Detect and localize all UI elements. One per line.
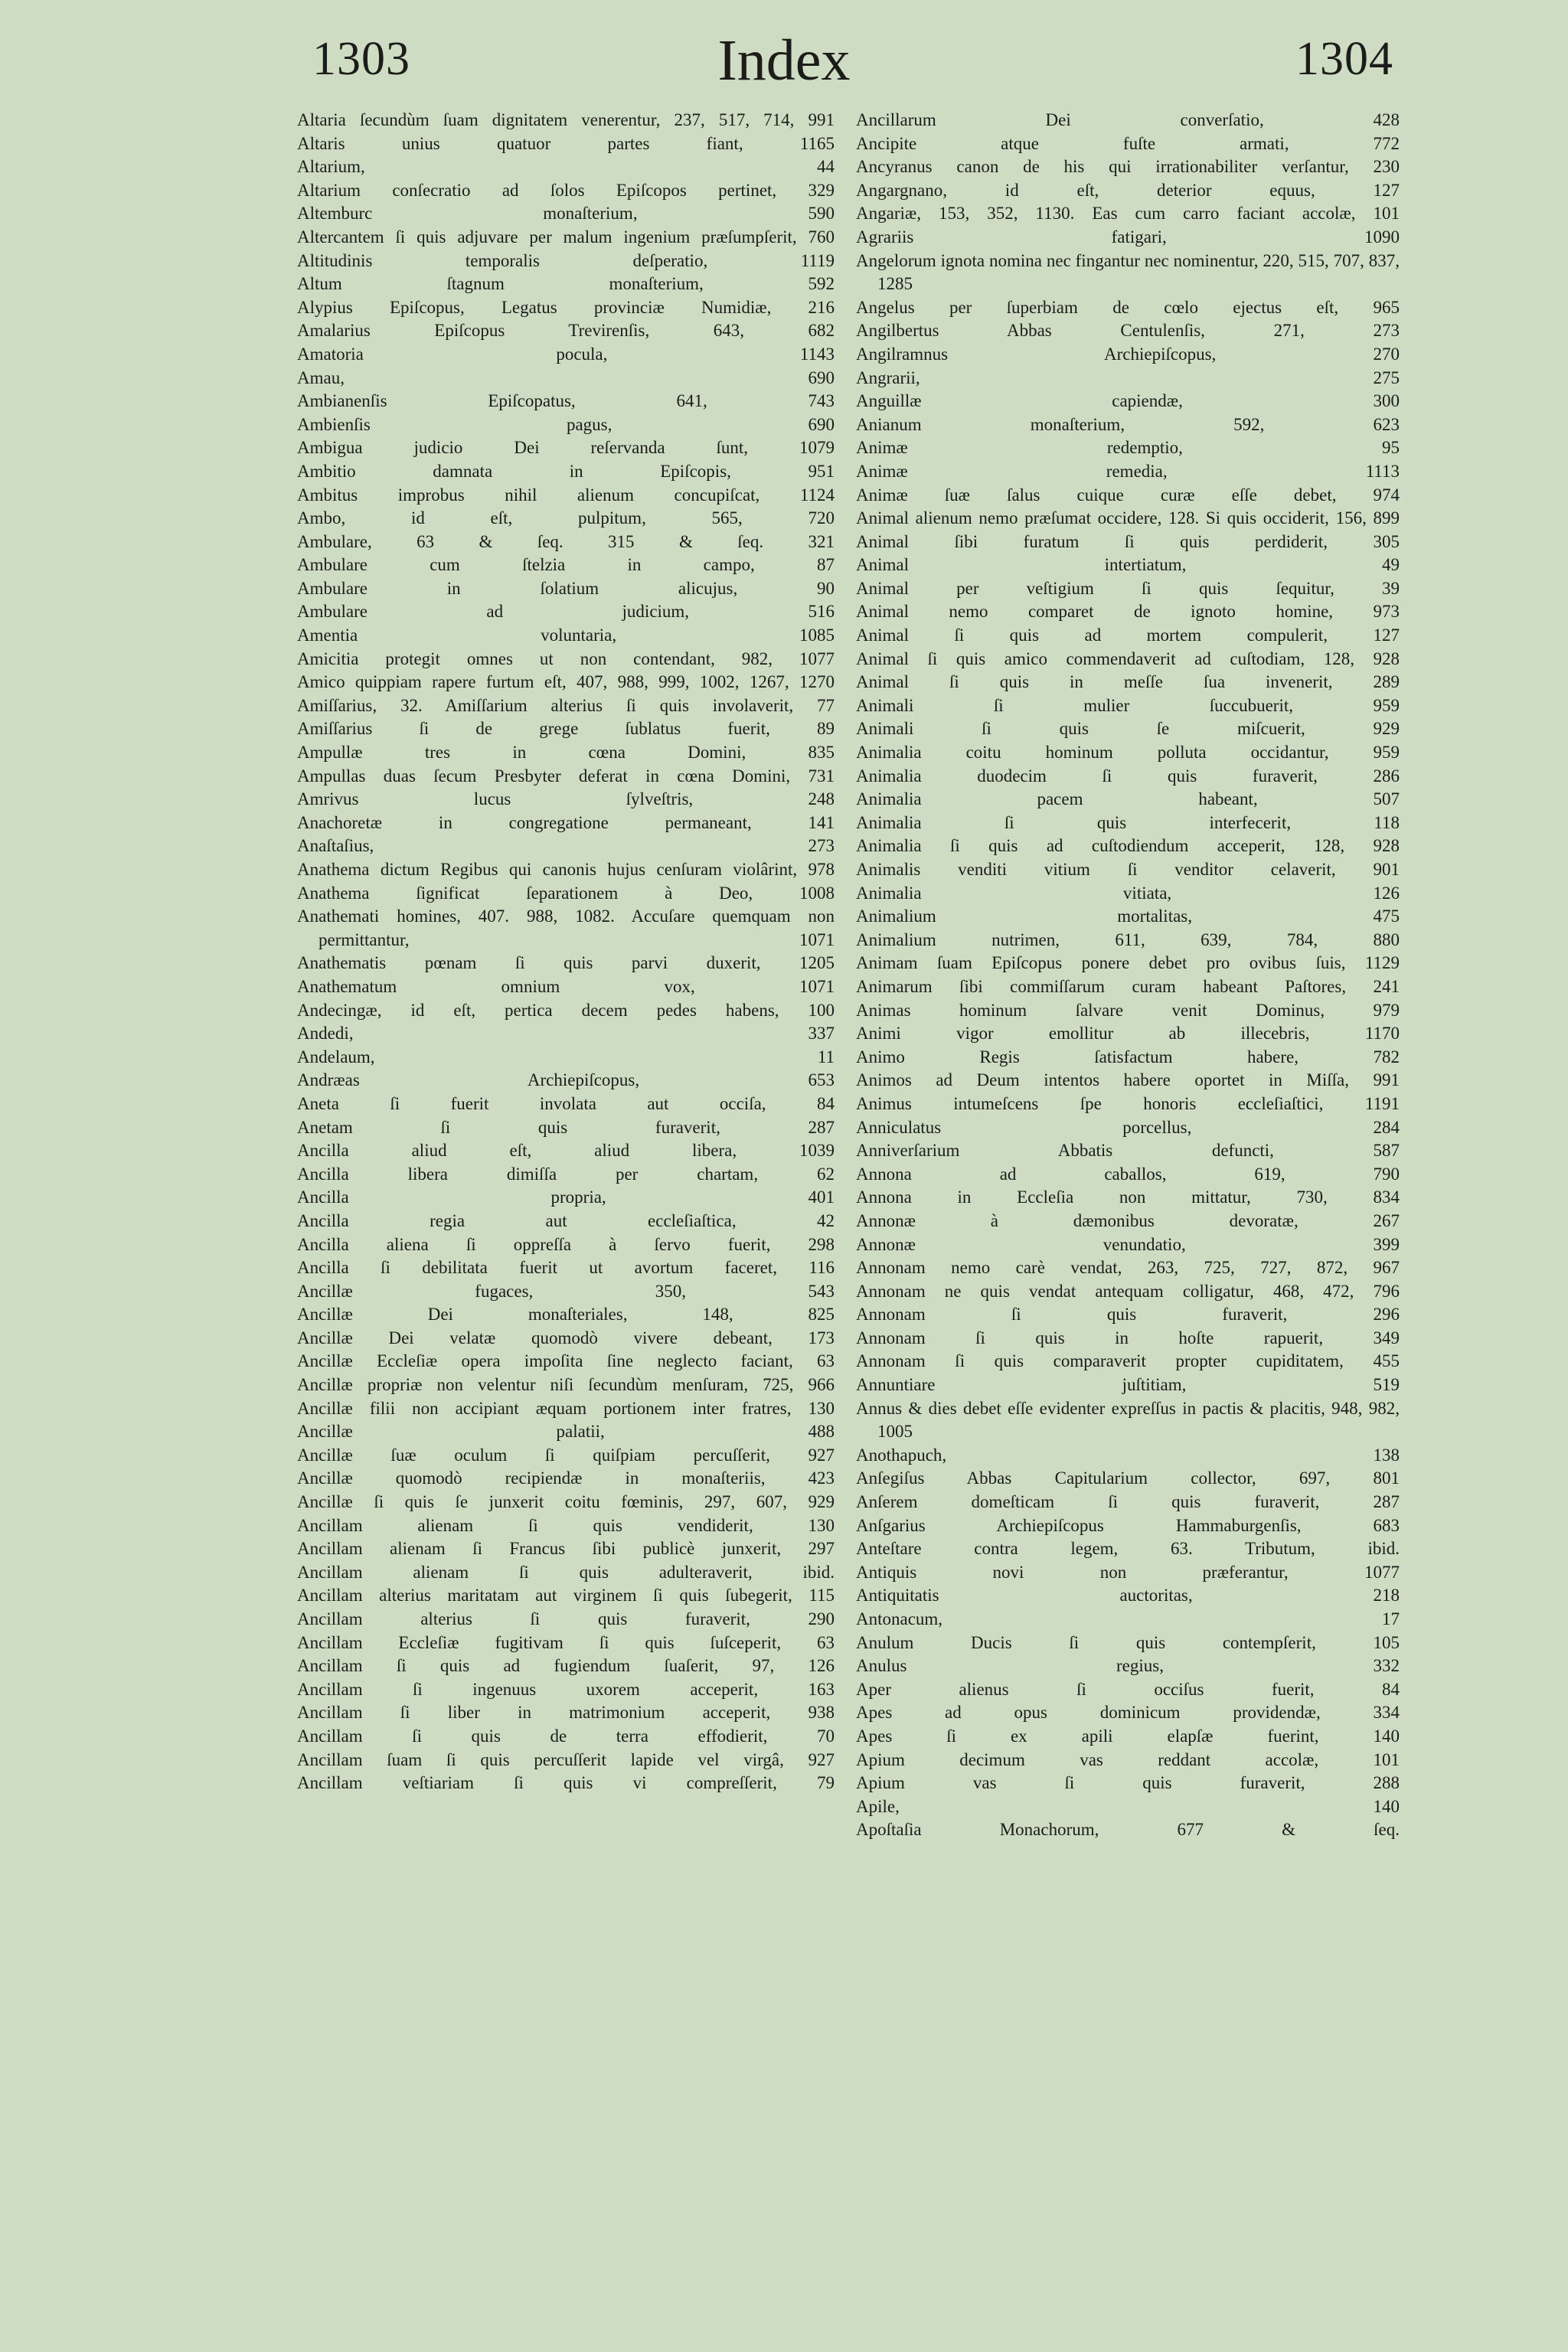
index-entry: Antiquis novi non præferantur, 1077 <box>856 1562 1400 1582</box>
index-entry: Animalia vitiata, 126 <box>856 883 1400 903</box>
index-entry: Ancipite atque fuſte armati, 772 <box>856 133 1400 153</box>
index-entry: Apium decimum vas reddant accolæ, 101 <box>856 1749 1400 1769</box>
index-entry: Amicitia protegit omnes ut non contendant, 982, 1077 <box>297 648 835 668</box>
index-entry: Animalia ſi quis ad cuſtodiendum acceperit, 128, 928 <box>856 836 1400 856</box>
index-entry: Amrivus lucus ſylveſtris, 248 <box>297 789 835 809</box>
index-entry: Animalia ſi quis interfecerit, 118 <box>856 812 1400 832</box>
index-entry: Andelaum, 11 <box>297 1047 835 1067</box>
index-entry: Ambo, id eſt, pulpitum, 565, 720 <box>297 508 835 528</box>
index-entry: Anothapuch, 138 <box>856 1445 1400 1465</box>
index-entry: Ancilla aliud eſt, aliud libera, 1039 <box>297 1141 835 1161</box>
index-entry: Annuntiare juſtitiam, 519 <box>856 1375 1400 1395</box>
index-entry: Ancilla libera dimiſſa per chartam, 62 <box>297 1164 835 1184</box>
index-entry: Angilramnus Archiepiſcopus, 270 <box>856 344 1400 364</box>
index-entry: Annonam nemo carè vendat, 263, 725, 727, 872, 967 <box>856 1258 1400 1278</box>
index-entry: Ancillæ quomodò recipiendæ in monaſteriis, 423 <box>297 1468 835 1488</box>
index-entry: Ancillam alienam ſi quis adulteraverit, ibid. <box>297 1562 835 1582</box>
index-entry: Annonam ſi quis in hoſte rapuerit, 349 <box>856 1328 1400 1348</box>
index-entry: Antonacum, 17 <box>856 1609 1400 1628</box>
index-entry: Altaria ſecundùm ſuam dignitatem venerentur, 237, 517, 714, 991 <box>297 110 835 129</box>
index-entry: Anſerem domeſticam ſi quis furaverit, 287 <box>856 1492 1400 1512</box>
index-entry: Altaris unius quatuor partes fiant, 1165 <box>297 133 835 153</box>
index-column-left <box>297 109 835 1795</box>
index-entry: Anathematum omnium vox, 1071 <box>297 976 835 996</box>
index-entry: Animæ ſuæ ſalus cuique curæ eſſe debet, 974 <box>856 485 1400 505</box>
index-entry: Annonam ſi quis comparaverit propter cupiditatem, 455 <box>856 1351 1400 1371</box>
index-entry: Ancillam alienam ſi Francus ſibi publicè junxerit, 297 <box>297 1539 835 1559</box>
index-entry: Apes ad opus dominicum providendæ, 334 <box>856 1703 1400 1723</box>
index-entry: Annonam ne quis vendat antequam colligatur, 468, 472, 796 <box>856 1281 1400 1301</box>
index-entry: Animal ſibi furatum ſi quis perdiderit, 305 <box>856 531 1400 551</box>
index-entry: Animæ remedia, 1113 <box>856 461 1400 481</box>
index-entry: Anniculatus porcellus, 284 <box>856 1117 1400 1137</box>
index-entry: Ancyranus canon de his qui irrationabiliter verſantur, 230 <box>856 157 1400 177</box>
index-entry: Animal ſi quis ad mortem compulerit, 127 <box>856 626 1400 645</box>
index-entry: Animæ redemptio, 95 <box>856 438 1400 458</box>
index-entry: Altum ſtagnum monaſterium, 592 <box>297 274 835 294</box>
index-column-right <box>856 109 1400 1842</box>
index-entry: Alypius Epiſcopus, Legatus provinciæ Numidiæ, 216 <box>297 297 835 317</box>
index-entry: Ambianenſis Epiſcopatus, 641, 743 <box>297 391 835 411</box>
index-entry: Anachoretæ in congregatione permaneant, 141 <box>297 812 835 832</box>
index-entry: Animali ſi mulier ſuccubuerit, 959 <box>856 695 1400 715</box>
index-entry: Ancillæ palatii, 488 <box>297 1422 835 1442</box>
index-entry: Anſgarius Archiepiſcopus Hammaburgenſis, 683 <box>856 1515 1400 1535</box>
index-entry: Ampullas duas ſecum Presbyter deferat in cœna Domini, 731 <box>297 766 835 786</box>
index-entry: Ambulare, 63 & ſeq. 315 & ſeq. 321 <box>297 531 835 551</box>
index-entry: Andedi, 337 <box>297 1024 835 1044</box>
index-entry: Ancillæ Dei monaſteriales, 148, 825 <box>297 1305 835 1325</box>
index-entry: Ampullæ tres in cœna Domini, 835 <box>297 743 835 763</box>
index-entry: Altarium, 44 <box>297 157 835 177</box>
index-entry: Ancillæ Dei velatæ quomodò vivere debeant, 173 <box>297 1328 835 1348</box>
index-entry: Ancillæ ſuæ oculum ſi quiſpiam percuſſerit, 927 <box>297 1445 835 1465</box>
index-entry: Ambigua judicio Dei reſervanda ſunt, 1079 <box>297 438 835 458</box>
index-entry: Animarum ſibi commiſſarum curam habeant Paſtores, 241 <box>856 976 1400 996</box>
index-entry: Ancilla ſi debilitata fuerit ut avortum faceret, 116 <box>297 1258 835 1278</box>
index-entry: Ambitio damnata in Epiſcopis, 951 <box>297 461 835 481</box>
index-entry: Amico quippiam rapere furtum eſt, 407, 988, 999, 1002, 1267, 1270 <box>297 672 835 692</box>
index-entry: Animos ad Deum intentos habere oportet in Miſſa, 991 <box>856 1070 1400 1090</box>
index-entry: Animal ſi quis in meſſe ſua invenerit, 289 <box>856 672 1400 692</box>
index-entry: Ancillam ſuam ſi quis percuſſerit lapide vel virgâ, 927 <box>297 1749 835 1769</box>
index-entry: Anulum Ducis ſi quis contempſerit, 105 <box>856 1632 1400 1652</box>
index-entry: Altemburc monaſterium, 590 <box>297 204 835 224</box>
index-entry: Angargnano, id eſt, deterior equus, 127 <box>856 180 1400 200</box>
index-entry: Annonæ venundatio, 399 <box>856 1234 1400 1254</box>
index-entry: Ancillam ſi quis ad fugiendum ſuaſerit, 97, 126 <box>297 1656 835 1676</box>
index-entry: Animalia duodecim ſi quis furaverit, 286 <box>856 766 1400 786</box>
index-entry: Andræas Archiepiſcopus, 653 <box>297 1070 835 1090</box>
index-entry: Annus & dies debet eſſe evidenter expreſſus in pactis & placitis, 948, 982, 1005 <box>856 1398 1400 1442</box>
index-entry: Anathematis pœnam ſi quis parvi duxerit, 1205 <box>297 953 835 973</box>
index-entry: Animalia pacem habeant, 507 <box>856 789 1400 809</box>
index-entry: Anetam ſi quis furaverit, 287 <box>297 1117 835 1137</box>
index-entry: Animal nemo comparet de ignoto homine, 973 <box>856 602 1400 622</box>
index-entry: Anathemati homines, 407. 988, 1082. Accuſare quemquam non permittantur, 1071 <box>297 906 835 949</box>
index-entry: Ambienſis pagus, 690 <box>297 414 835 434</box>
index-entry: Ancillam ſi ingenuus uxorem acceperit, 163 <box>297 1679 835 1699</box>
index-entry: Angrarii, 275 <box>856 368 1400 387</box>
index-entry: Animas hominum ſalvare venit Dominus, 979 <box>856 1000 1400 1020</box>
index-entry: Ambulare ad judicium, 516 <box>297 602 835 622</box>
right-page-number: 1304 <box>1295 33 1393 85</box>
index-entry: Ancillam ſi quis de terra effodierit, 70 <box>297 1726 835 1746</box>
index-entry: Annonæ à dæmonibus devoratæ, 267 <box>856 1210 1400 1230</box>
index-entry: Animal intertiatum, 49 <box>856 555 1400 575</box>
index-entry: Ancillam ſi liber in matrimonium acceperit, 938 <box>297 1703 835 1723</box>
index-entry: Ambulare in ſolatium alicujus, 90 <box>297 578 835 598</box>
index-entry: Annonam ſi quis furaverit, 296 <box>856 1305 1400 1325</box>
index-entry: Ancillæ fugaces, 350, 543 <box>297 1281 835 1301</box>
index-entry: Animi vigor emollitur ab illecebris, 1170 <box>856 1024 1400 1044</box>
index-entry: Anſegiſus Abbas Capitularium collector, 697, 801 <box>856 1468 1400 1488</box>
index-entry: Apium vas ſi quis furaverit, 288 <box>856 1773 1400 1793</box>
index-entry: Anteſtare contra legem, 63. Tributum, ibid. <box>856 1539 1400 1559</box>
index-entry: Ancilla propria, 401 <box>297 1187 835 1207</box>
index-entry: Ancilla regia aut eccleſiaſtica, 42 <box>297 1210 835 1230</box>
index-entry: Anaſtaſius, 273 <box>297 836 835 856</box>
index-entry: Ambitus improbus nihil alienum concupiſcat, 1124 <box>297 485 835 505</box>
index-entry: Ancillam alienam ſi quis vendiderit, 130 <box>297 1515 835 1535</box>
index-entry: Altercantem ſi quis adjuvare per malum ingenium præſumpſerit, 760 <box>297 227 835 247</box>
index-entry: Anniverſarium Abbatis defuncti, 587 <box>856 1141 1400 1161</box>
index-entry: Ancillæ filii non accipiant æquam portionem inter fratres, 130 <box>297 1398 835 1418</box>
index-entry: Animal ſi quis amico commendaverit ad cuſtodiam, 128, 928 <box>856 648 1400 668</box>
index-entry: Angilbertus Abbas Centulenſis, 271, 273 <box>856 321 1400 341</box>
index-entry: Ancillæ Eccleſiæ opera impoſita ſine neglecto faciant, 63 <box>297 1351 835 1371</box>
index-entry: Aper alienus ſi occiſus fuerit, 84 <box>856 1679 1400 1699</box>
index-entry: Animalium nutrimen, 611, 639, 784, 880 <box>856 929 1400 949</box>
index-entry: Animalia coitu hominum polluta occidantur, 959 <box>856 743 1400 763</box>
index-entry: Aneta ſi fuerit involata aut occiſa, 84 <box>297 1093 835 1113</box>
index-entry: Apile, 140 <box>856 1796 1400 1816</box>
index-entry: Ancillam alterius maritatam aut virginem ſi quis ſubegerit, 115 <box>297 1586 835 1606</box>
index-entry: Animalium mortalitas, 475 <box>856 906 1400 926</box>
index-entry: Animali ſi quis ſe miſcuerit, 929 <box>856 719 1400 739</box>
index-entry: Amiſſarius, 32. Amiſſarium alterius ſi quis involaverit, 77 <box>297 695 835 715</box>
index-entry: Ancillam veſtiariam ſi quis vi compreſſerit, 79 <box>297 1773 835 1793</box>
index-entry: Annona ad caballos, 619, 790 <box>856 1164 1400 1184</box>
left-page-number: 1303 <box>312 33 410 85</box>
index-entry: Anulus regius, 332 <box>856 1656 1400 1676</box>
index-entry: Anathema ſignificat ſeparationem à Deo, 1008 <box>297 883 835 903</box>
index-entry: Ancillarum Dei converſatio, 428 <box>856 110 1400 129</box>
index-entry: Amalarius Epiſcopus Trevirenſis, 643, 682 <box>297 321 835 341</box>
index-entry: Amiſſarius ſi de grege ſublatus fuerit, 89 <box>297 719 835 739</box>
index-entry: Angelus per ſuperbiam de cœlo ejectus eſt, 965 <box>856 297 1400 317</box>
index-entry: Amau, 690 <box>297 368 835 387</box>
index-entry: Anguillæ capiendæ, 300 <box>856 391 1400 411</box>
index-entry: Animalis venditi vitium ſi venditor celaverit, 901 <box>856 860 1400 879</box>
index-entry: Angariæ, 153, 352, 1130. Eas cum carro faciant accolæ, 101 <box>856 204 1400 224</box>
index-entry: Anianum monaſterium, 592, 623 <box>856 414 1400 434</box>
page-title: Index <box>717 28 851 93</box>
index-entry: Altarium conſecratio ad ſolos Epiſcopos pertinet, 329 <box>297 180 835 200</box>
index-entry: Ancillæ propriæ non velentur niſi ſecundùm menſuram, 725, 966 <box>297 1375 835 1395</box>
index-entry: Animo Regis ſatisfactum habere, 782 <box>856 1047 1400 1067</box>
index-entry: Animam ſuam Epiſcopus ponere debet pro ovibus ſuis, 1129 <box>856 953 1400 973</box>
index-entry: Ancillæ ſi quis ſe junxerit coitu fœminis, 297, 607, 929 <box>297 1492 835 1512</box>
index-entry: Ambulare cum ſtelzia in campo, 87 <box>297 555 835 575</box>
index-entry: Amentia voluntaria, 1085 <box>297 626 835 645</box>
index-entry: Andecingæ, id eſt, pertica decem pedes habens, 100 <box>297 1000 835 1020</box>
index-entry: Apes ſi ex apili elapſæ fuerint, 140 <box>856 1726 1400 1746</box>
index-entry: Altitudinis temporalis deſperatio, 1119 <box>297 250 835 270</box>
index-entry: Animus intumeſcens ſpe honoris eccleſiaſtici, 1191 <box>856 1093 1400 1113</box>
index-entry: Ancillam Eccleſiæ fugitivam ſi quis ſuſceperit, 63 <box>297 1632 835 1652</box>
index-entry: Anathema dictum Regibus qui canonis hujus cenſuram violârint, 978 <box>297 860 835 879</box>
index-entry: Annona in Eccleſia non mittatur, 730, 834 <box>856 1187 1400 1207</box>
index-entry: Amatoria pocula, 1143 <box>297 344 835 364</box>
index-entry: Ancillam alterius ſi quis furaverit, 290 <box>297 1609 835 1628</box>
index-entry: Ancilla aliena ſi oppreſſa à ſervo fuerit, 298 <box>297 1234 835 1254</box>
index-entry: Agrariis fatigari, 1090 <box>856 227 1400 247</box>
index-entry: Animal alienum nemo præſumat occidere, 128. Si quis occiderit, 156, 899 <box>856 508 1400 528</box>
index-entry: Animal per veſtigium ſi quis ſequitur, 39 <box>856 578 1400 598</box>
index-entry: Apoſtaſia Monachorum, 677 & ſeq. <box>856 1820 1400 1840</box>
index-entry: Angelorum ignota nomina nec fingantur nec nominentur, 220, 515, 707, 837, 1285 <box>856 250 1400 294</box>
index-entry: Antiquitatis auctoritas, 218 <box>856 1586 1400 1606</box>
